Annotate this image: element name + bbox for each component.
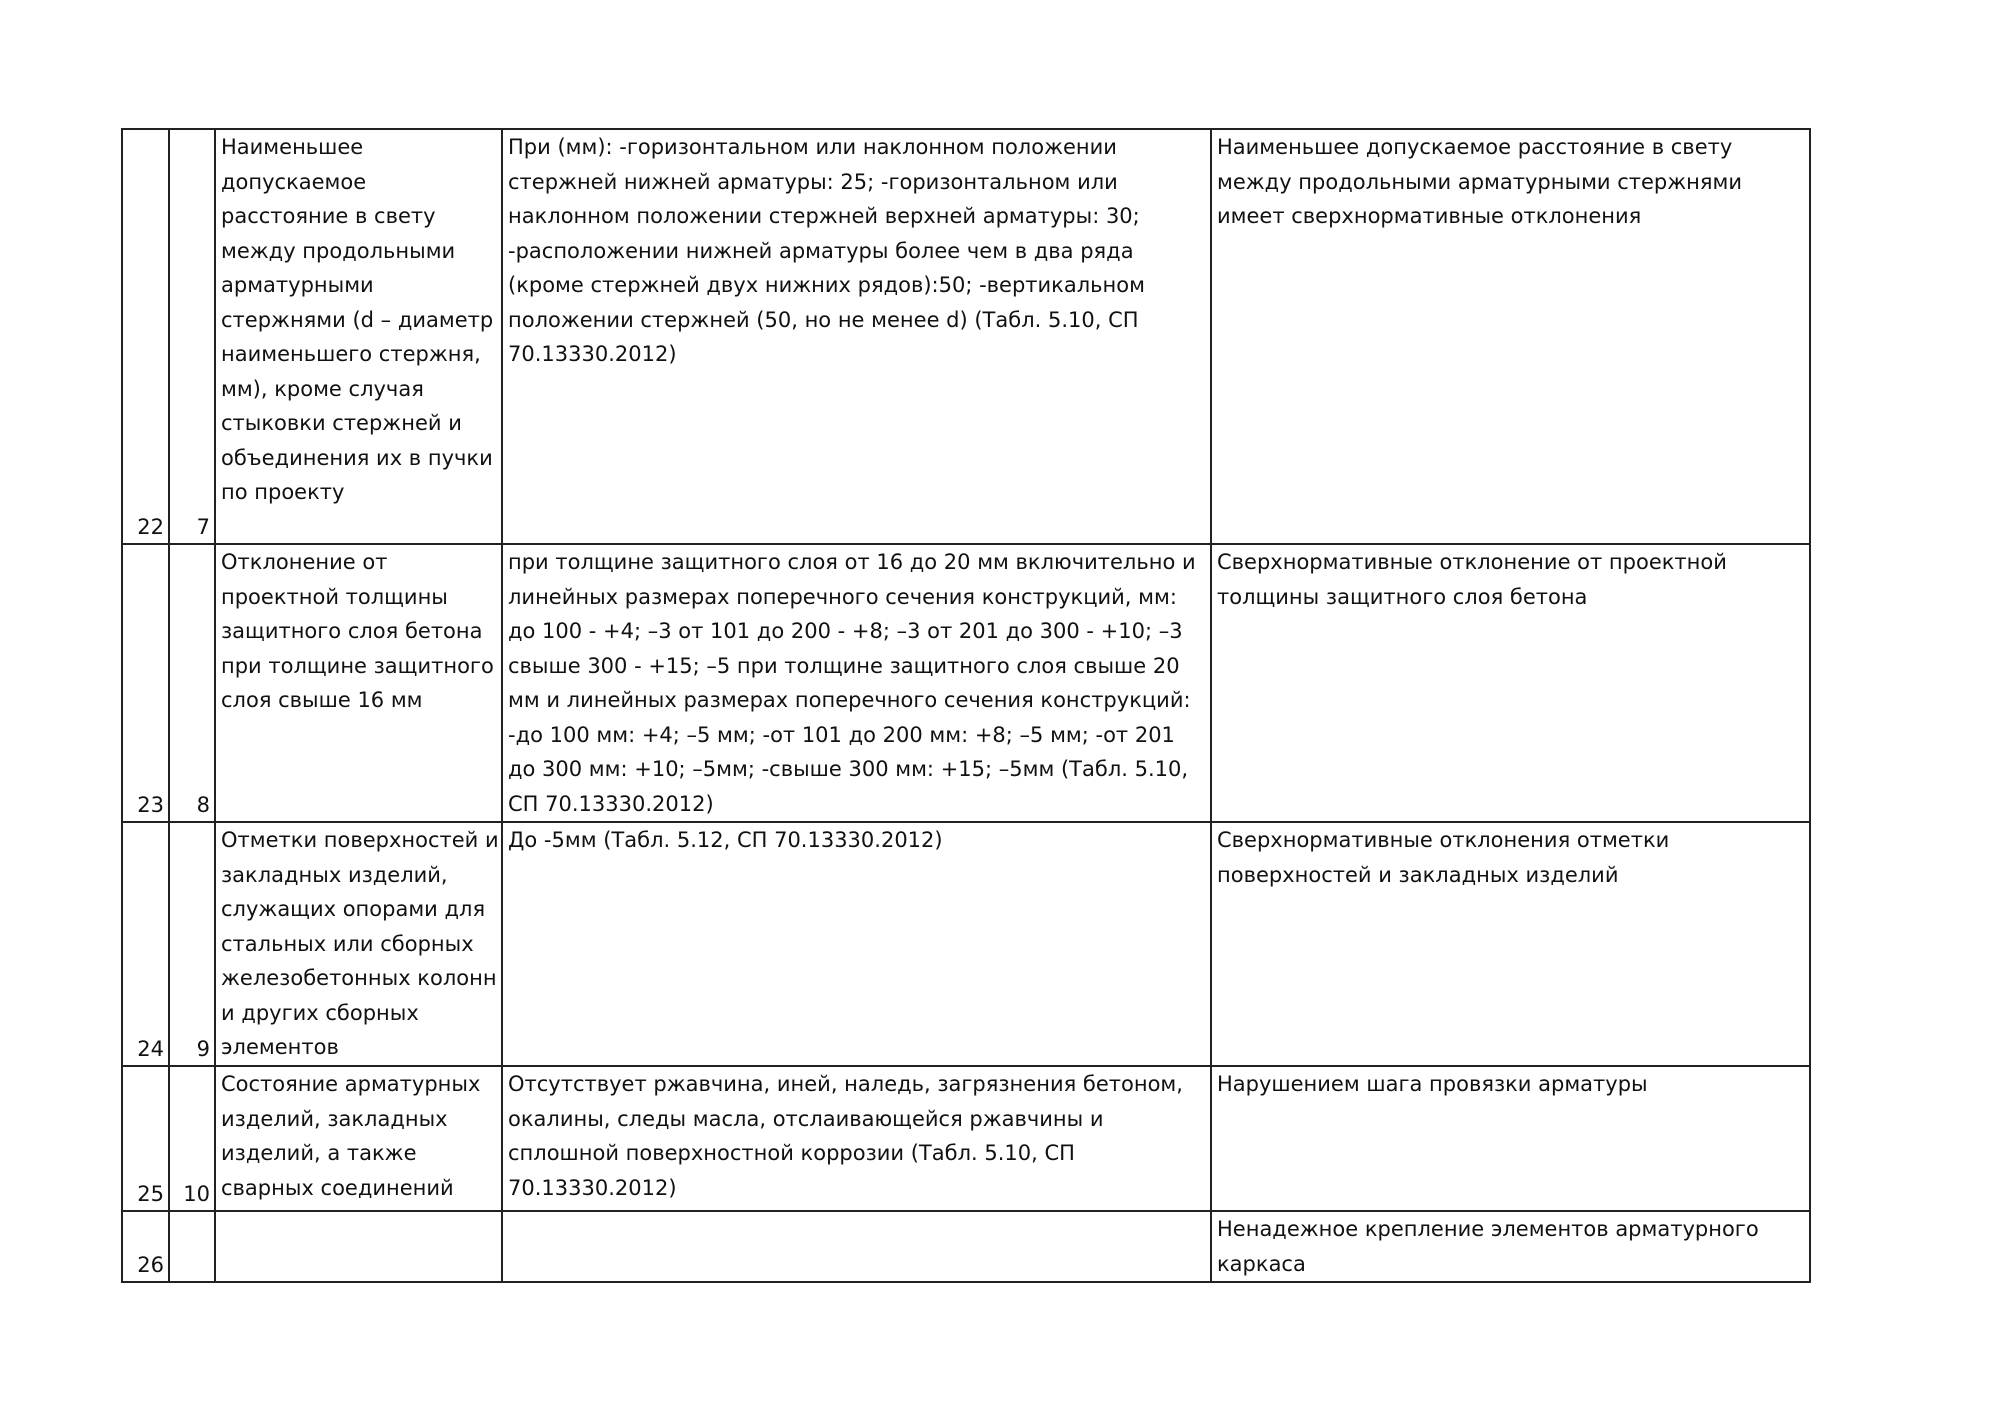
item-number-cell: 10: [169, 1066, 215, 1211]
table-row: [122, 544, 1810, 822]
parameter-cell: Отметки поверхностей и закладных изделий, служащих опорами для стальных или сборных железобетонных колонн и других сборных элементов: [215, 822, 502, 1066]
defect-cell: Ненадежное крепление элементов арматурного каркаса: [1211, 1211, 1810, 1282]
defect-cell: Нарушением шага провязки арматуры: [1211, 1066, 1810, 1211]
parameter-cell: Наименьшее допускаемое расстояние в свету между продольными арматурными стержнями (d – диаметр наименьшего стержня, мм), кроме случая стыковки стержней и объединения их в пучки по проекту: [215, 129, 502, 544]
requirement-cell: До -5мм (Табл. 5.12, СП 70.13330.2012): [502, 822, 1211, 1066]
item-number-cell: [169, 1211, 215, 1282]
parameter-cell: [215, 1211, 502, 1282]
defect-cell: Сверхнормативные отклонения отметки поверхностей и закладных изделий: [1211, 822, 1810, 1066]
item-number-cell: 9: [169, 822, 215, 1066]
inspection-table: [121, 128, 1811, 1283]
item-number-cell: 7: [169, 129, 215, 544]
row-index-cell: 24: [122, 822, 169, 1066]
table-row: [122, 822, 1810, 1066]
requirement-cell: Отсутствует ржавчина, иней, наледь, загрязнения бетоном, окалины, следы масла, отслаивающейся ржавчины и сплошной поверхностной коррозии (Табл. 5.10, СП 70.13330.2012): [502, 1066, 1211, 1211]
item-number-cell: 8: [169, 544, 215, 822]
row-index-cell: 23: [122, 544, 169, 822]
requirement-cell: При (мм): -горизонтальном или наклонном положении стержней нижней арматуры: 25; -горизонтальном или наклонном положении стержней верхней арматуры: 30; -расположении нижней арматуры более чем в два ряда (кроме стержней двух нижних рядов):50; -вертикальном положении стержней (50, но не менее d) (Табл. 5.10, СП 70.13330.2012): [502, 129, 1211, 544]
parameter-cell: Отклонение от проектной толщины защитного слоя бетона при толщине защитного слоя свыше 16 мм: [215, 544, 502, 822]
table-row: [122, 1211, 1810, 1282]
requirement-cell: [502, 1211, 1211, 1282]
defect-cell: Наименьшее допускаемое расстояние в свету между продольными арматурными стержнями имеет сверхнормативные отклонения: [1211, 129, 1810, 544]
row-index-cell: 25: [122, 1066, 169, 1211]
parameter-cell: Состояние арматурных изделий, закладных изделий, а также сварных соединений: [215, 1066, 502, 1211]
table-row: [122, 129, 1810, 544]
table-row: [122, 1066, 1810, 1211]
row-index-cell: 26: [122, 1211, 169, 1282]
defect-cell: Сверхнормативные отклонение от проектной толщины защитного слоя бетона: [1211, 544, 1810, 822]
row-index-cell: 22: [122, 129, 169, 544]
requirement-cell: при толщине защитного слоя от 16 до 20 мм включительно и линейных размерах поперечного сечения конструкций, мм: до 100 - +4; –3 от 101 до 200 - +8; –3 от 201 до 300 - +10; –3 свыше 300 - +15; –5 при толщине защитного слоя свыше 20 мм и линейных размерах поперечного сечения конструкций: -до 100 мм: +4; –5 мм; -от 101 до 200 мм: +8; –5 мм; -от 201 до 300 мм: +10; –5мм; -свыше 300 мм: +15; –5мм (Табл. 5.10, СП 70.13330.2012): [502, 544, 1211, 822]
